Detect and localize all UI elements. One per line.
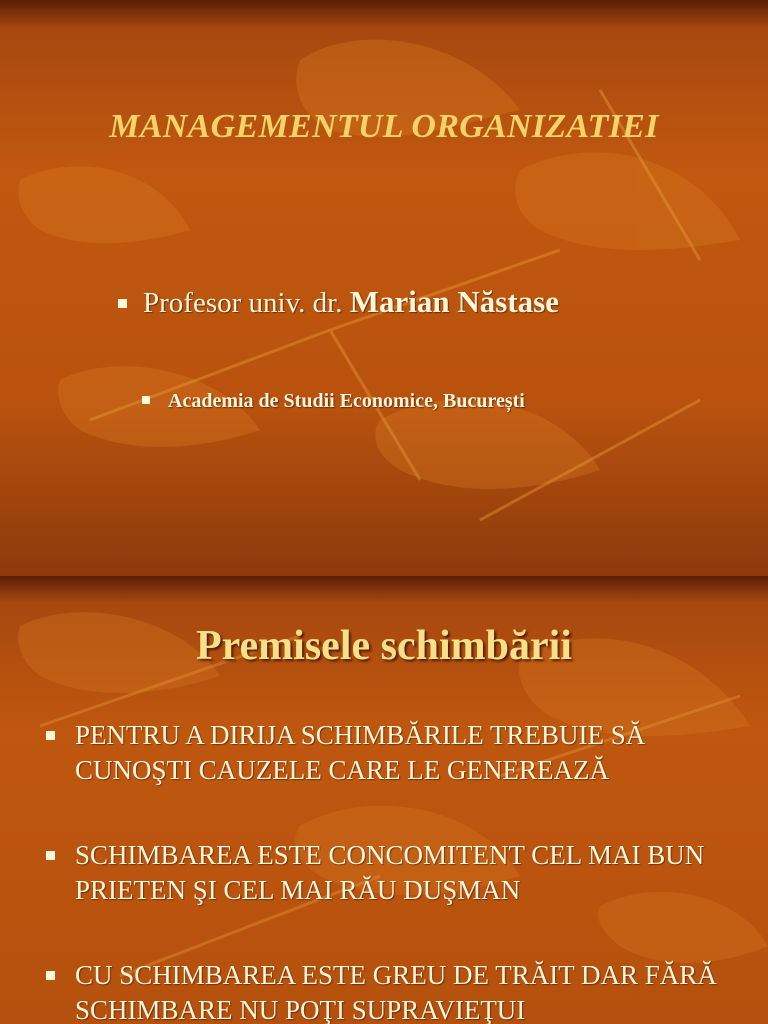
author-bullet [118, 284, 559, 320]
author-prefix: Profesor univ. dr. [143, 287, 350, 319]
list-item [46, 958, 746, 1024]
author-name: Marian Năstase [349, 284, 559, 319]
slide-title: Premisele schimbării [196, 623, 572, 669]
list-item-text: PENTRU A DIRIJA SCHIMBĂRILE TREBUIE SĂ CUNOŞTI CAUZELE CARE LE GENEREAZĂ [75, 720, 646, 785]
bullet-square-icon [118, 299, 127, 308]
slide-title: MANAGEMENTUL ORGANIZATIEI [109, 108, 659, 145]
bullet-square-icon [142, 396, 150, 404]
institution-bullet [142, 390, 525, 413]
bullet-square-icon [46, 851, 55, 860]
bullet-square-icon [46, 731, 55, 740]
institution-name: Academia de Studii Economice, București [168, 390, 525, 412]
list-item [46, 718, 746, 788]
list-item-text: SCHIMBAREA ESTE CONCOMITENT CEL MAI BUN PRIETEN ŞI CEL MAI RĂU DUŞMAN [75, 840, 705, 905]
content-slide [0, 576, 768, 1024]
list-item [46, 838, 746, 908]
bullet-square-icon [46, 971, 55, 980]
list-item-text: CU SCHIMBAREA ESTE GREU DE TRĂIT DAR FĂRĂ SCHIMBARE NU POŢI SUPRAVIEŢUI [75, 960, 717, 1024]
